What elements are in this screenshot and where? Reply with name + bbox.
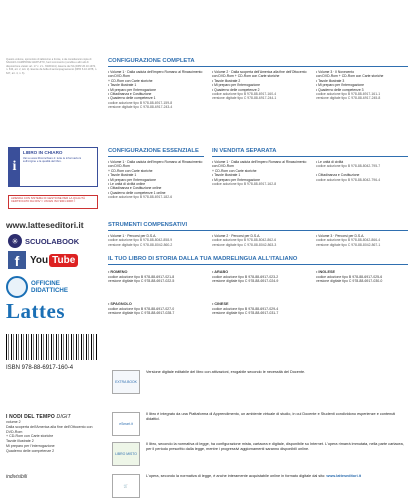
separata-col-2: • Le unità di civiltà codice adozione tipo B 978-88-8042-795-7 • Cittadinanza e Costituzione codice adozione tipo B 978-88-8042-796-4 bbox=[316, 160, 381, 182]
indivisibili-note: indivisibili bbox=[6, 474, 28, 480]
separata-col-1: • Volume 1 · Dalla caduta dell'Impero Romano al Rinascimento con DVD-Rom + CD-Rom con Carte storiche • Tavole illustrate 1 • Mi preparo per l'interrogazione codice adozione tipo B 978-88-6917-162-8 bbox=[212, 160, 307, 187]
platform-text: Il libro è integrato da una Piattaforma di Apprendimento, un ambiente virtuale di studio, in cui Docente e Studenti condividono esperienze e contenuti didattici. bbox=[146, 412, 396, 421]
cart-icon: 🛒 bbox=[112, 474, 140, 498]
lang-romeno: • ROMENO codice adozione tipo B 978-88-6917-021-8 versione digitale tipo C 978-88-6917-022-5 bbox=[108, 270, 175, 283]
lang-arabo: • ARABO codice adozione tipo B 978-88-6917-023-2 versione digitale tipo C 978-88-6917-024-9 bbox=[212, 270, 279, 283]
online-site-link[interactable]: www.latteseditori.it bbox=[326, 474, 362, 478]
completa-col-2: • Volume 2 · Dalla scoperta dell'America alla fine dell'Ottocento con DVD-Rom + CD-Rom con Carte storiche • Tavole illustrate 2 • Mi preparo per l'interrogazione • Quaderno delle competenze 2 codice adozione tipo B 978-88-6917-160-4 versione digitale tipo C 978-88-6917-244-1 bbox=[212, 70, 307, 101]
section-compensativi bbox=[108, 222, 408, 247]
officine-emblem-icon bbox=[6, 276, 28, 298]
online-purchase: L'opera, secondo la normativa di legge, è anche interamente acquistabile online in formato digitale dal sito: www.latteseditori.it bbox=[146, 474, 362, 478]
section-title: CONFIGURAZIONE COMPLETA bbox=[108, 58, 408, 67]
left-column bbox=[0, 0, 104, 500]
section-completa bbox=[108, 58, 408, 110]
compensativi-col-3: • Volume 3 · Percorsi per D.S.A. codice adozione tipo B 978-88-8042-866-4 versione digitale tipo C 978-88-8042-867-1 bbox=[316, 234, 381, 247]
completa-col-1: • Volume 1 · Dalla caduta dell'Impero Romano al Rinascimento con DVD-Rom + CD-Rom con Carte storiche • Tavole illustrate 1 • Mi preparo per l'interrogazione • Cittadinanza e Costituzione • Quaderno delle competenze 1 codice adozione tipo B 978-88-6917-159-8 versione digitale tipo C 978-88-6917-243-4 bbox=[108, 70, 203, 110]
facebook-icon[interactable]: f bbox=[8, 251, 26, 269]
extra-book-text: Versione digitale editabile del libro con attivazioni, erogabile secondo le necessità del Docente. bbox=[146, 370, 306, 374]
misto-text: Il libro, secondo la normativa di legge, ha configurazione mista, cartacea e digitale, disponibile su Internet. L'opera rimarrà immutata, nella parte cartacea, per il periodo prescritto dalla legge, mentre i progressivi aggiornamenti saranno disponibili online. bbox=[146, 442, 404, 451]
lang-inglese: • INGLESE codice adozione tipo B 978-88-6917-025-6 versione digitale tipo C 978-88-6917-030-0 bbox=[316, 270, 383, 283]
section-separata bbox=[212, 148, 408, 186]
essenziale-col: • Volume 1 · Dalla caduta dell'Impero Romano al Rinascimento con DVD-Rom + CD-Rom con Carte storiche • Tavole illustrate 1 • Mi preparo per l'interrogazione • Le unità di civiltà online • Cittadinanza e Costituzione online • Quaderno delle competenze 1 online codice adozione tipo B 978-88-6917-182-6 bbox=[108, 160, 203, 200]
esmart-icon: eSmart.it bbox=[112, 412, 140, 436]
badge-title: LIBRO IN CHIARO bbox=[22, 150, 63, 155]
isbn: ISBN 978-88-6917-160-4 bbox=[6, 365, 74, 371]
legal-fineprint: Questo volume, sprovvisto di talloncino a fronte, è da considerarsi copia di SAGGIO-CAMPIONE GRATUITO, fuori commercio (vendita e altri atti di disposizione vietati: art. 17 c. 2 L. 633/1941). Esente da IVA (DPR 26.10.1972, n. 633, art. 2, lett. d). Esente da bolla di accompagnamento (DPR 6.10.1978, n. 627, art. 4, n. 6). bbox=[6, 58, 97, 75]
publisher-site-link[interactable]: www.latteseditori.it bbox=[6, 220, 84, 230]
product-title: I NODI DEL TEMPO bbox=[6, 414, 55, 420]
lang-cinese: • CINESE codice adozione tipo B 978-88-6917-029-4 versione digitale tipo C 978-88-6917-031-7 bbox=[212, 302, 279, 315]
main-content bbox=[108, 0, 412, 500]
lattes-brand-logo: OFFICINE DIDATTICHE Lattes bbox=[6, 276, 100, 324]
lang-spagnolo: • SPAGNOLO codice adozione tipo B 978-88-6917-027-0 versione digitale tipo C 978-88-6917-028-7 bbox=[108, 302, 175, 315]
libro-misto-icon: LIBRO MISTO bbox=[112, 442, 140, 466]
barcode bbox=[6, 334, 98, 360]
compensativi-col-2: • Volume 2 · Percorsi per D.S.A. codice adozione tipo B 978-88-8042-862-6 versione digitale tipo C 978-88-8042-863-3 bbox=[212, 234, 277, 247]
quality-certification: AZIENDA CON SISTEMA DI GESTIONE PER LA QUALITÀ CERTIFICATO DA DNV = UNI EN ISO 9001:2008 = bbox=[8, 195, 98, 209]
badge-text: Vai su www.libroinchiaro.it: tutte le informazioni sull'origine e la qualità del libro. bbox=[22, 155, 82, 164]
section-essenziale bbox=[108, 148, 204, 200]
completa-col-3: • Volume 3 · Il Novecento con DVD-Rom + CD-Rom con Carte storiche • Tavole illustrate 3 • Mi preparo per l'interrogazione • Quaderno delle competenze 3 codice adozione tipo B 978-88-6917-161-1 versione digitale tipo C 978-88-6917-245-8 bbox=[316, 70, 384, 101]
section-title: CONFIGURAZIONE ESSENZIALE bbox=[108, 148, 204, 157]
scuolabook-icon: ✳ bbox=[8, 234, 22, 248]
section-title: IL TUO LIBRO DI STORIA DALLA TUA MADRELINGUA ALL'ITALIANO bbox=[108, 256, 408, 265]
libro-in-chiaro-badge bbox=[8, 147, 98, 187]
section-title: STRUMENTI COMPENSATIVI bbox=[108, 222, 408, 231]
product-title-digit: DIGIT bbox=[56, 414, 71, 420]
compensativi-col-1: • Volume 1 · Percorsi per D.S.A. codice adozione tipo B 978-88-8042-858-9 versione digitale tipo C 978-88-8042-860-2 bbox=[108, 234, 173, 247]
section-madrelingua bbox=[108, 256, 408, 265]
product-summary: I NODI DEL TEMPO DIGIT volume 2 Dalla scoperta dell'America alla fine dell'Ottocento con DVD-Rom + CD-Rom con Carte storiche Tavole illustrate 2 Mi preparo per l'interrogazione Quaderno delle competenze 2 bbox=[6, 414, 93, 453]
scuolabook-logo[interactable]: ✳ SCUOLABOOK bbox=[8, 234, 79, 248]
info-icon: i bbox=[9, 148, 20, 186]
social-links bbox=[8, 251, 78, 269]
brand-name: Lattes bbox=[6, 299, 65, 323]
extra-book-icon: EXTRA BOOK bbox=[112, 370, 140, 394]
youtube-icon[interactable]: You Tube bbox=[30, 254, 78, 267]
section-title: IN VENDITA SEPARATA bbox=[212, 148, 408, 157]
